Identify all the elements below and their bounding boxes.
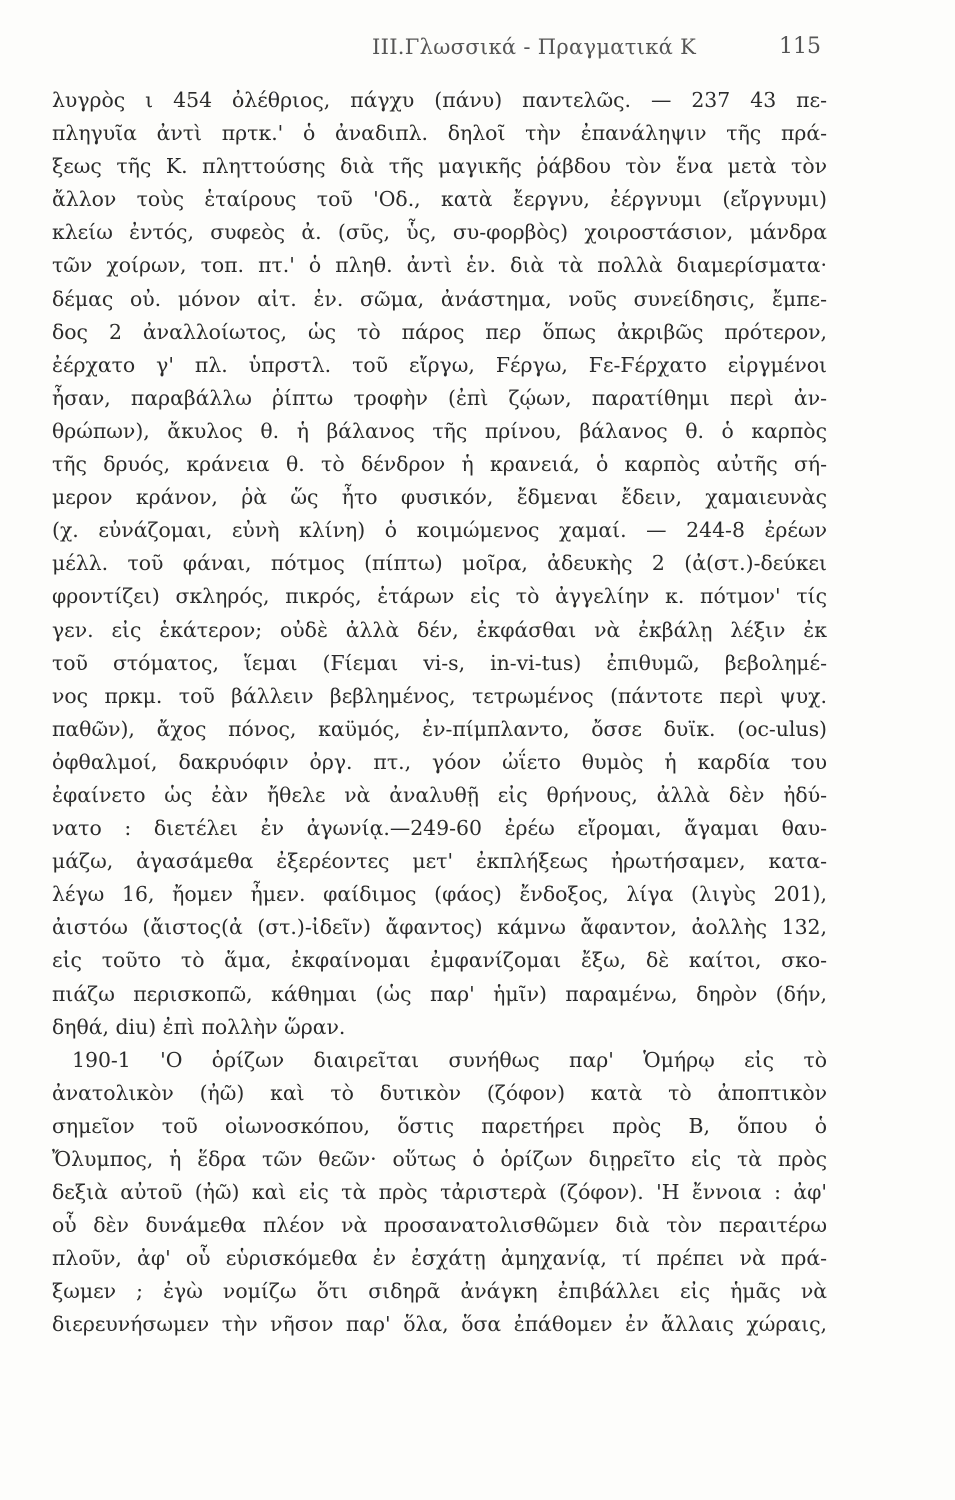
text-line: πλοῦν, ἀφ' οὗ εὑρισκόμεθα ἐν ἐσχάτῃ ἀμηχανίᾳ, τί πρέπει νὰ πρά- — [52, 1246, 827, 1271]
text-line: πιάζω περισκοπῶ, κάθημαι (ὡς παρ' ἡμῖν) παραμένω, δηρὸν (δήν, — [52, 981, 827, 1006]
text-line: ἐέρχατο γ' πλ. ὑπρστλ. τοῦ εἴργω, Ϝέργω, Ϝε-Ϝέρχατο εἰργμένοι — [52, 352, 827, 377]
text-line: διερευνήσωμεν τὴν νῆσον παρ' ὅλα, ὅσα ἐπάθομεν ἐν ἄλλαις χώραις, — [52, 1312, 827, 1337]
text-line: 190-1 'Ο ὁρίζων διαιρεῖται συνήθως παρ' Ὁμήρῳ εἰς τὸ — [72, 1047, 827, 1072]
running-head: III.Γλωσσικά - Πραγματικά Κ — [372, 35, 697, 59]
text-line: παθῶν), ἄχος πόνος, καϋμός, ἐν-πίμπλαντο, ὄσσε δυϊκ. (oc-ulus) — [52, 716, 827, 741]
text-line: ἀνατολικὸν (ἠῶ) καὶ τὸ δυτικὸν (ζόφον) κατὰ τὸ ἀποπτικὸν — [52, 1080, 827, 1105]
text-line: νατο : διετέλει ἐν ἀγωνίᾳ.—249-60 ἐρέω εἴρομαι, ἄγαμαι θαυ- — [52, 816, 827, 841]
text-line: τῆς δρυός, κράνεια θ. τὸ δένδρον ἡ κρανειά, ὁ καρπὸς αὐτῆς σή- — [52, 452, 827, 477]
text-line: σημεῖον τοῦ οἰωνοσκόπου, ὅστις παρετήρει πρὸς Β, ὅπου ὁ — [52, 1113, 827, 1138]
text-line: Ὄλυμπος, ἡ ἕδρα τῶν θεῶν· οὕτως ὁ ὁρίζων διῃρεῖτο εἰς τὰ πρὸς — [52, 1147, 827, 1171]
text-line: ἐφαίνετο ὡς ἐὰν ἤθελε νὰ ἀναλυθῇ εἰς θρήνους, ἀλλὰ δὲν ἠδύ- — [52, 782, 827, 807]
text-line: μάζω, ἀγασάμεθα ἐξερέοντες μετ' ἐκπλήξεως ἠρωτήσαμεν, κατα- — [52, 849, 827, 874]
text-line: ἄλλον τοὺς ἑταίρους τοῦ 'Οδ., κατὰ ἔεργνυ, ἐέργνυμι (εἴργνυμι) — [52, 187, 827, 212]
text-line: ξεως τῆς Κ. πληττούσης διὰ τῆς μαγικῆς ῥάβδου τὸν ἕνα μετὰ τὸν — [52, 154, 827, 179]
commentary-text — [52, 84, 827, 1342]
text-line: δος 2 ἀναλλοίωτος, ὡς τὸ πάρος περ ὅπως ἀκριβῶς πρότερον, — [52, 319, 827, 344]
text-line: (χ. εὐνάζομαι, εὐνὴ κλίνη) ὁ κοιμώμενος χαμαί. — 244-8 ἐρέων — [52, 518, 827, 543]
text-line: δέμας οὐ. μόνον αἰτ. ἑν. σῶμα, ἀνάστημα, νοῦς συνείδησις, ἔμπε- — [52, 286, 827, 311]
text-line: εἰς τοῦτο τὸ ἅμα, ἐκφαίνομαι ἐμφανίζομαι ἔξω, δὲ καίτοι, σκο- — [52, 948, 827, 973]
text-line: ἦσαν, παραβάλλω ῥίπτω τροφὴν (ἐπὶ ζῴων, παρατίθημι περὶ ἀν- — [52, 385, 827, 410]
text-line: γεν. εἰς ἑκάτερον; οὐδὲ ἀλλὰ δέν, ἐκφάσθαι νὰ ἐκβάλῃ λέξιν ἐκ — [52, 617, 827, 642]
page-number: 115 — [779, 34, 821, 59]
text-line: φροντίζει) σκληρός, πικρός, ἑτάρων εἰς τὸ ἀγγελίην κ. πότμον' τίς — [52, 584, 827, 609]
text-line: μέλλ. τοῦ φάναι, πότμος (πίπτω) μοῖρα, ἀδευκὴς 2 (ἀ(στ.)-δεύκει — [52, 551, 827, 576]
text-line: δεξιὰ αὐτοῦ (ἠῶ) καὶ εἰς τὰ πρὸς τἀριστερὰ (ζόφον). 'Η ἔννοια : ἀφ' — [52, 1180, 827, 1205]
text-line: ὀφθαλμοί, δακρυόφιν ὀργ. πτ., γόον ὠΐετο θυμὸς ἡ καρδία του — [52, 749, 827, 774]
text-line: ἀιστόω (ἄιστος(ἀ (στ.)-ἰδεῖν) ἄφαντος) κάμνω ἄφαντον, ἀολλὴς 132, — [52, 915, 827, 940]
text-line: κλείω ἐντός, συφεὸς ἀ. (σῦς, ὗς, συ-φορβὸς) χοιροστάσιον, μάνδρα — [52, 220, 827, 245]
text-line: θρώπων), ἄκυλος θ. ἡ βάλανος τῆς πρίνου, βάλανος θ. ὁ καρπὸς — [52, 418, 827, 443]
text-line: τῶν χοίρων, τοπ. πτ.' ὁ πληθ. ἀντὶ ἑν. διὰ τὰ πολλὰ διαμερίσματα· — [52, 253, 827, 278]
text-line: νος πρκμ. τοῦ βάλλειν βεβλημένος, τετρωμένος (πάντοτε περὶ ψυχ. — [52, 683, 827, 708]
text-line: τοῦ στόματος, ἵεμαι (Ϝίεμαι vi-s, in-vi-tus) ἐπιθυμῶ, βεβολημέ- — [52, 650, 827, 675]
text-line: μερον κράνον, ῥὰ ὥς ἦτο φυσικόν, ἔδμεναι ἔδειν, χαμαιευνὰς — [52, 485, 827, 510]
text-line: οὗ δὲν δυνάμεθα πλέον νὰ προσανατολισθῶμεν διὰ τὸν περαιτέρω — [52, 1213, 827, 1238]
text-line: λέγω 16, ἤομεν ἦμεν. φαίδιμος (φάος) ἔνδοξος, λίγα (λιγὺς 201), — [52, 882, 827, 907]
text-line: ξωμεν ; ἐγὼ νομίζω ὅτι σιδηρᾶ ἀνάγκη ἐπιβάλλει εἰς ἡμᾶς νὰ — [52, 1279, 827, 1304]
text-line: λυγρὸς ι 454 ὀλέθριος, πάγχυ (πάνυ) παντελῶς. — 237 43 πε- — [52, 88, 827, 112]
text-line: δηθά, diu) ἐπὶ πολλὴν ὥραν. — [52, 1014, 346, 1039]
text-line: πληγυῖα ἀντὶ πρτκ.' ὁ ἀναδιπλ. δηλοῖ τὴν ἐπανάληψιν τῆς πρά- — [52, 121, 827, 146]
